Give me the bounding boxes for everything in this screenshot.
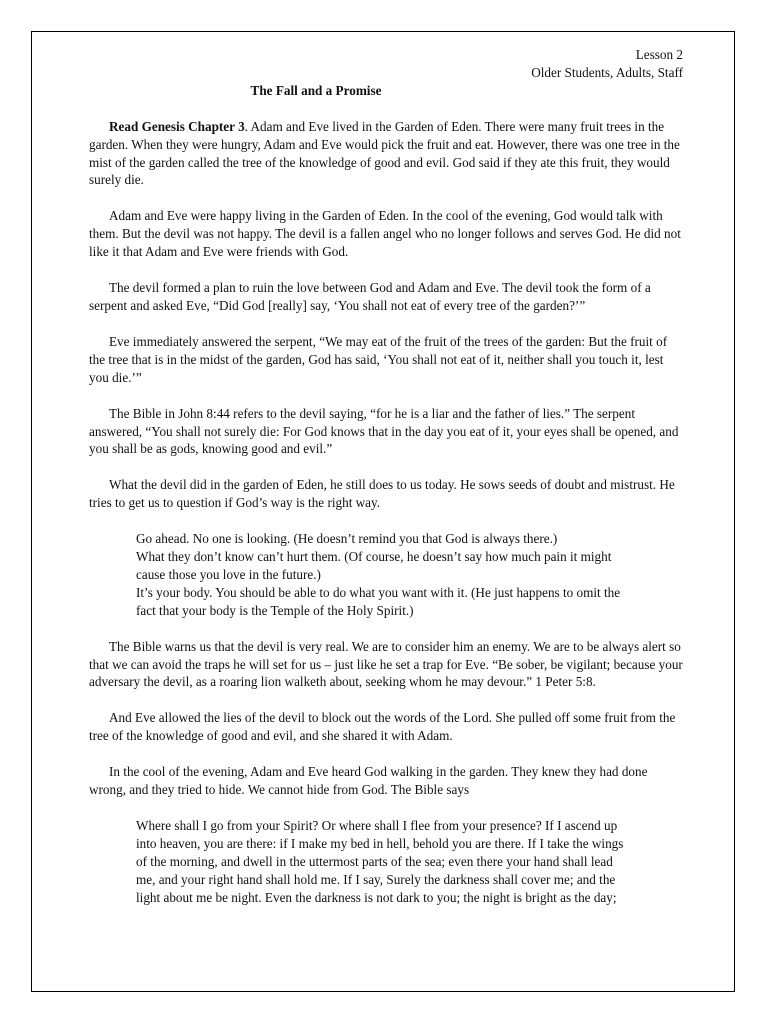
paragraph-5: The Bible in John 8:44 refers to the devil saying, “for he is a liar and the father of lies.” The serpent answered, “You shall not surely die: For God knows that in the day you eat of it, your eyes shall be opened, and you shall be as gods, knowing good and evil.” — [89, 405, 679, 457]
paragraph-2: Adam and Eve were happy living in the Garden of Eden. In the cool of the evening, God would talk with them. But the devil was not happy. The devil is a fallen angel who no longer follows and serves God. He did not like it that Adam and Eve were friends with God. — [89, 208, 681, 260]
quote-line: What they don’t know can’t hurt them. (Of course, he doesn’t say how much pain it might cause those you love in the future.) — [136, 549, 612, 582]
paragraph-9: In the cool of the evening, Adam and Eve heard God walking in the garden. They knew they had done wrong, and they tried to hide. We cannot hide from God. The Bible says — [89, 764, 648, 798]
psalm-quote-block: Where shall I go from your Spirit? Or where shall I flee from your presence? If I ascend up into heaven, you are there: if I make my bed in hell, behold you are there. If I take the wings of the morning, and dwell in the uttermost parts of the sea; even there your hand shall lead me, and your right hand shall hold me. If I say, Surely the darkness shall cover me; and the light about me be night. Even the darkness is not dark to you; the night is bright as the day; — [136, 818, 624, 905]
paragraph-6: What the devil did in the garden of Eden, he still does to us today. He sows seeds of doubt and mistrust. He tries to get us to question if God’s way is the right way. — [89, 477, 675, 511]
quote-line: It’s your body. You should be able to do what you want with it. (He just happens to omit the fact that your body is the Temple of the Holy Spirit.) — [136, 584, 621, 618]
paragraph-8: And Eve allowed the lies of the devil to block out the words of the Lord. She pulled off some fruit from the tree of the knowledge of good and evil, and she shared it with Adam. — [89, 710, 676, 744]
paragraph-1: Read Genesis Chapter 3. Adam and Eve lived in the Garden of Eden. There were many fruit trees in the garden. When they were hungry, Adam and Eve would pick the fruit and eat. However, there was one tree in the mist of the garden called the tree of the knowledge of good and evil. God said if they ate this fruit, they would surely die. — [89, 118, 680, 188]
lesson-number: Lesson 2 — [635, 47, 683, 62]
document-body — [89, 46, 683, 907]
audience-line: Older Students, Adults, Staff — [531, 64, 683, 80]
paragraph-4: Eve immediately answered the serpent, “We may eat of the fruit of the trees of the garden: But the fruit of the tree that is in the midst of the garden, God has said, ‘You shall not eat of it, neither shall you touch it, lest you die.’” — [89, 333, 668, 385]
quote-line: Go ahead. No one is looking. (He doesn’t remind you that God is always there.) — [136, 531, 558, 547]
devil-lies-quote-block — [136, 530, 625, 620]
lesson-title: The Fall and a Promise — [250, 82, 382, 98]
paragraph-7: The Bible warns us that the devil is very real. We are to consider him an enemy. We are to be always alert so that we can avoid the traps he will set for us – just like he set a trap for Eve. “Be sober, be vigilant; because your adversary the devil, as a roaring lion walketh about, seeking whom he may devour.” 1 Peter 5:8. — [89, 638, 683, 690]
reading-assignment: Read Genesis Chapter 3 — [109, 118, 245, 134]
paragraph-3: The devil formed a plan to ruin the love between God and Adam and Eve. The devil took the form of a serpent and asked Eve, “Did God [really] say, ‘You shall not eat of every tree of the garden?’” — [89, 280, 651, 313]
